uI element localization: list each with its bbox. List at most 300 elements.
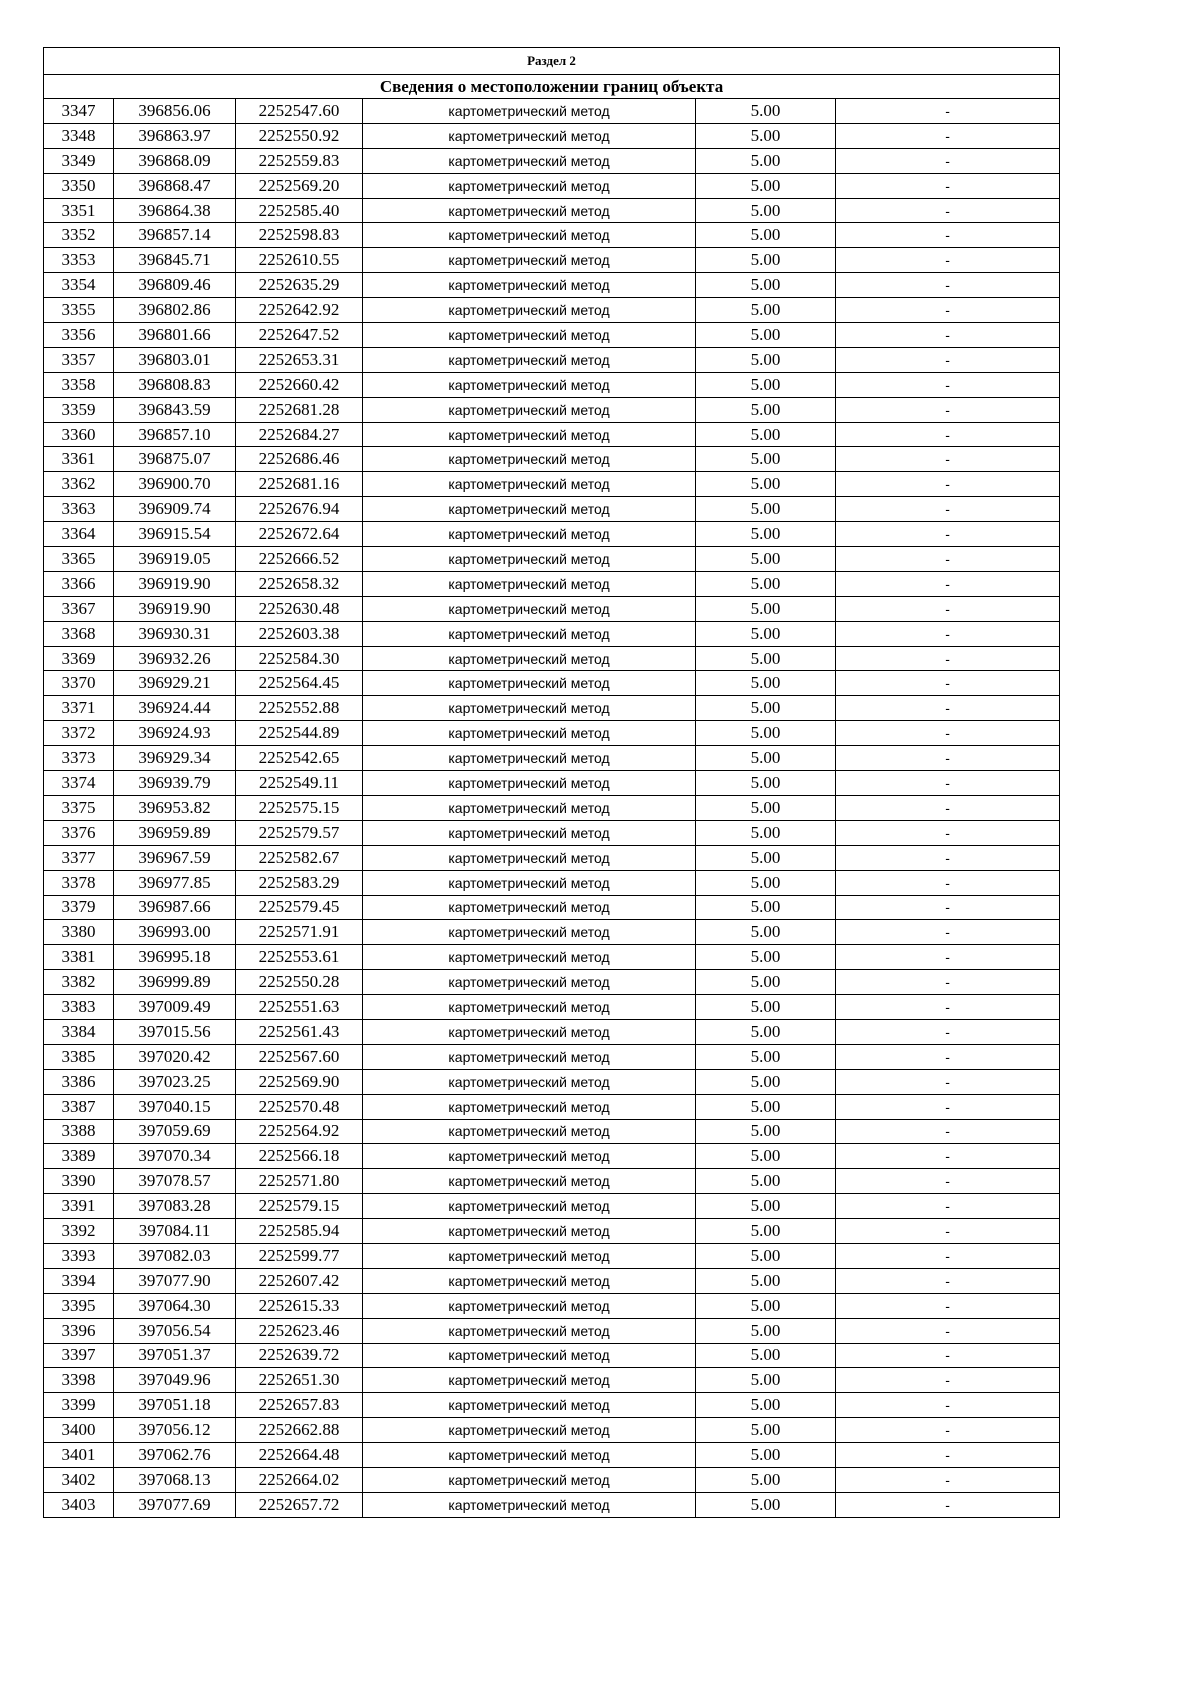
method-cell: картометрический метод (363, 945, 696, 970)
point-number-cell: 3378 (44, 870, 114, 895)
table-row (44, 248, 1060, 273)
point-number-cell: 3388 (44, 1119, 114, 1144)
y-coordinate-cell: 2252664.02 (236, 1467, 363, 1492)
method-cell: картометрический метод (363, 248, 696, 273)
description-cell: - (836, 920, 1060, 945)
method-cell: картометрический метод (363, 99, 696, 124)
description-cell: - (836, 1492, 1060, 1517)
y-coordinate-cell: 2252599.77 (236, 1243, 363, 1268)
table-row (44, 1019, 1060, 1044)
table-row (44, 721, 1060, 746)
point-number-cell: 3383 (44, 995, 114, 1020)
method-cell: картометрический метод (363, 273, 696, 298)
description-cell: - (836, 273, 1060, 298)
precision-cell: 5.00 (696, 820, 836, 845)
table-row (44, 99, 1060, 124)
point-number-cell: 3403 (44, 1492, 114, 1517)
y-coordinate-cell: 2252681.28 (236, 397, 363, 422)
table-row (44, 1119, 1060, 1144)
method-cell: картометрический метод (363, 1069, 696, 1094)
precision-cell: 5.00 (696, 596, 836, 621)
x-coordinate-cell: 396939.79 (114, 771, 236, 796)
method-cell: картометрический метод (363, 596, 696, 621)
description-cell: - (836, 1019, 1060, 1044)
method-cell: картометрический метод (363, 621, 696, 646)
y-coordinate-cell: 2252547.60 (236, 99, 363, 124)
method-cell: картометрический метод (363, 1318, 696, 1343)
precision-cell: 5.00 (696, 1243, 836, 1268)
x-coordinate-cell: 396924.44 (114, 696, 236, 721)
precision-cell: 5.00 (696, 1467, 836, 1492)
description-cell: - (836, 1094, 1060, 1119)
x-coordinate-cell: 397051.18 (114, 1393, 236, 1418)
method-cell: картометрический метод (363, 497, 696, 522)
method-cell: картометрический метод (363, 223, 696, 248)
precision-cell: 5.00 (696, 795, 836, 820)
method-cell: картометрический метод (363, 1169, 696, 1194)
table-row (44, 845, 1060, 870)
point-number-cell: 3347 (44, 99, 114, 124)
precision-cell: 5.00 (696, 1368, 836, 1393)
point-number-cell: 3381 (44, 945, 114, 970)
table-row (44, 1194, 1060, 1219)
precision-cell: 5.00 (696, 671, 836, 696)
description-cell: - (836, 497, 1060, 522)
x-coordinate-cell: 396919.05 (114, 547, 236, 572)
y-coordinate-cell: 2252651.30 (236, 1368, 363, 1393)
x-coordinate-cell: 396915.54 (114, 522, 236, 547)
precision-cell: 5.00 (696, 870, 836, 895)
point-number-cell: 3366 (44, 571, 114, 596)
description-cell: - (836, 820, 1060, 845)
method-cell: картометрический метод (363, 547, 696, 572)
table-row (44, 1343, 1060, 1368)
y-coordinate-cell: 2252570.48 (236, 1094, 363, 1119)
table-row (44, 1293, 1060, 1318)
coordinates-table (43, 47, 1060, 1518)
point-number-cell: 3356 (44, 323, 114, 348)
precision-cell: 5.00 (696, 422, 836, 447)
table-row (44, 596, 1060, 621)
table-row (44, 621, 1060, 646)
point-number-cell: 3382 (44, 970, 114, 995)
precision-cell: 5.00 (696, 248, 836, 273)
x-coordinate-cell: 396909.74 (114, 497, 236, 522)
y-coordinate-cell: 2252566.18 (236, 1144, 363, 1169)
description-cell: - (836, 1393, 1060, 1418)
table-row (44, 1243, 1060, 1268)
y-coordinate-cell: 2252653.31 (236, 347, 363, 372)
y-coordinate-cell: 2252544.89 (236, 721, 363, 746)
table-row (44, 223, 1060, 248)
x-coordinate-cell: 397056.54 (114, 1318, 236, 1343)
point-number-cell: 3370 (44, 671, 114, 696)
method-cell: картометрический метод (363, 1243, 696, 1268)
x-coordinate-cell: 396977.85 (114, 870, 236, 895)
x-coordinate-cell: 397040.15 (114, 1094, 236, 1119)
point-number-cell: 3399 (44, 1393, 114, 1418)
point-number-cell: 3351 (44, 198, 114, 223)
method-cell: картометрический метод (363, 1119, 696, 1144)
x-coordinate-cell: 397077.90 (114, 1268, 236, 1293)
section-title: Сведения о местоположении границ объекта (44, 75, 1060, 99)
point-number-cell: 3350 (44, 173, 114, 198)
x-coordinate-cell: 396864.38 (114, 198, 236, 223)
table-row (44, 447, 1060, 472)
point-number-cell: 3380 (44, 920, 114, 945)
table-row (44, 422, 1060, 447)
point-number-cell: 3357 (44, 347, 114, 372)
description-cell: - (836, 970, 1060, 995)
description-cell: - (836, 945, 1060, 970)
method-cell: картометрический метод (363, 298, 696, 323)
method-cell: картометрический метод (363, 1219, 696, 1244)
precision-cell: 5.00 (696, 1119, 836, 1144)
description-cell: - (836, 148, 1060, 173)
table-row (44, 920, 1060, 945)
precision-cell: 5.00 (696, 970, 836, 995)
method-cell: картометрический метод (363, 1343, 696, 1368)
description-cell: - (836, 1069, 1060, 1094)
table-row (44, 945, 1060, 970)
description-cell: - (836, 1268, 1060, 1293)
method-cell: картометрический метод (363, 148, 696, 173)
description-cell: - (836, 472, 1060, 497)
precision-cell: 5.00 (696, 198, 836, 223)
description-cell: - (836, 1418, 1060, 1443)
description-cell: - (836, 1293, 1060, 1318)
method-cell: картометрический метод (363, 422, 696, 447)
description-cell: - (836, 571, 1060, 596)
point-number-cell: 3373 (44, 746, 114, 771)
precision-cell: 5.00 (696, 1343, 836, 1368)
x-coordinate-cell: 396857.14 (114, 223, 236, 248)
description-cell: - (836, 1243, 1060, 1268)
y-coordinate-cell: 2252585.40 (236, 198, 363, 223)
precision-cell: 5.00 (696, 1393, 836, 1418)
y-coordinate-cell: 2252551.63 (236, 995, 363, 1020)
description-cell: - (836, 746, 1060, 771)
precision-cell: 5.00 (696, 895, 836, 920)
y-coordinate-cell: 2252639.72 (236, 1343, 363, 1368)
x-coordinate-cell: 396959.89 (114, 820, 236, 845)
method-cell: картометрический метод (363, 347, 696, 372)
point-number-cell: 3354 (44, 273, 114, 298)
y-coordinate-cell: 2252550.28 (236, 970, 363, 995)
precision-cell: 5.00 (696, 1169, 836, 1194)
point-number-cell: 3371 (44, 696, 114, 721)
description-cell: - (836, 1343, 1060, 1368)
description-cell: - (836, 771, 1060, 796)
y-coordinate-cell: 2252567.60 (236, 1044, 363, 1069)
method-cell: картометрический метод (363, 1293, 696, 1318)
precision-cell: 5.00 (696, 1219, 836, 1244)
x-coordinate-cell: 396999.89 (114, 970, 236, 995)
description-cell: - (836, 397, 1060, 422)
method-cell: картометрический метод (363, 1492, 696, 1517)
description-cell: - (836, 1169, 1060, 1194)
y-coordinate-cell: 2252664.48 (236, 1443, 363, 1468)
x-coordinate-cell: 396900.70 (114, 472, 236, 497)
x-coordinate-cell: 396801.66 (114, 323, 236, 348)
precision-cell: 5.00 (696, 323, 836, 348)
description-cell: - (836, 995, 1060, 1020)
table-row (44, 547, 1060, 572)
description-cell: - (836, 1119, 1060, 1144)
table-row (44, 746, 1060, 771)
table-row (44, 1418, 1060, 1443)
x-coordinate-cell: 396857.10 (114, 422, 236, 447)
y-coordinate-cell: 2252660.42 (236, 372, 363, 397)
method-cell: картометрический метод (363, 746, 696, 771)
precision-cell: 5.00 (696, 522, 836, 547)
method-cell: картометрический метод (363, 1144, 696, 1169)
x-coordinate-cell: 396919.90 (114, 571, 236, 596)
table-row (44, 771, 1060, 796)
precision-cell: 5.00 (696, 1418, 836, 1443)
point-number-cell: 3396 (44, 1318, 114, 1343)
point-number-cell: 3367 (44, 596, 114, 621)
method-cell: картометрический метод (363, 820, 696, 845)
method-cell: картометрический метод (363, 795, 696, 820)
point-number-cell: 3364 (44, 522, 114, 547)
point-number-cell: 3362 (44, 472, 114, 497)
y-coordinate-cell: 2252658.32 (236, 571, 363, 596)
description-cell: - (836, 671, 1060, 696)
y-coordinate-cell: 2252647.52 (236, 323, 363, 348)
table-row (44, 347, 1060, 372)
x-coordinate-cell: 396932.26 (114, 646, 236, 671)
y-coordinate-cell: 2252564.45 (236, 671, 363, 696)
precision-cell: 5.00 (696, 1069, 836, 1094)
table-row (44, 1044, 1060, 1069)
point-number-cell: 3363 (44, 497, 114, 522)
x-coordinate-cell: 396929.21 (114, 671, 236, 696)
y-coordinate-cell: 2252553.61 (236, 945, 363, 970)
description-cell: - (836, 1318, 1060, 1343)
description-cell: - (836, 1368, 1060, 1393)
point-number-cell: 3389 (44, 1144, 114, 1169)
point-number-cell: 3368 (44, 621, 114, 646)
point-number-cell: 3375 (44, 795, 114, 820)
method-cell: картометрический метод (363, 198, 696, 223)
table-row (44, 323, 1060, 348)
method-cell: картометрический метод (363, 1268, 696, 1293)
description-cell: - (836, 422, 1060, 447)
y-coordinate-cell: 2252630.48 (236, 596, 363, 621)
precision-cell: 5.00 (696, 123, 836, 148)
point-number-cell: 3372 (44, 721, 114, 746)
y-coordinate-cell: 2252623.46 (236, 1318, 363, 1343)
x-coordinate-cell: 397082.03 (114, 1243, 236, 1268)
description-cell: - (836, 696, 1060, 721)
method-cell: картометрический метод (363, 323, 696, 348)
y-coordinate-cell: 2252684.27 (236, 422, 363, 447)
table-row (44, 1219, 1060, 1244)
table-row (44, 198, 1060, 223)
x-coordinate-cell: 396930.31 (114, 621, 236, 646)
point-number-cell: 3391 (44, 1194, 114, 1219)
y-coordinate-cell: 2252559.83 (236, 148, 363, 173)
precision-cell: 5.00 (696, 721, 836, 746)
precision-cell: 5.00 (696, 621, 836, 646)
point-number-cell: 3385 (44, 1044, 114, 1069)
precision-cell: 5.00 (696, 646, 836, 671)
table-row (44, 1443, 1060, 1468)
y-coordinate-cell: 2252607.42 (236, 1268, 363, 1293)
method-cell: картометрический метод (363, 397, 696, 422)
precision-cell: 5.00 (696, 1094, 836, 1119)
point-number-cell: 3397 (44, 1343, 114, 1368)
table-row (44, 1393, 1060, 1418)
table-row (44, 273, 1060, 298)
description-cell: - (836, 298, 1060, 323)
point-number-cell: 3348 (44, 123, 114, 148)
description-cell: - (836, 447, 1060, 472)
method-cell: картометрический метод (363, 1019, 696, 1044)
method-cell: картометрический метод (363, 920, 696, 945)
x-coordinate-cell: 397049.96 (114, 1368, 236, 1393)
x-coordinate-cell: 396993.00 (114, 920, 236, 945)
precision-cell: 5.00 (696, 571, 836, 596)
precision-cell: 5.00 (696, 148, 836, 173)
table-row (44, 795, 1060, 820)
description-cell: - (836, 1194, 1060, 1219)
x-coordinate-cell: 397078.57 (114, 1169, 236, 1194)
y-coordinate-cell: 2252583.29 (236, 870, 363, 895)
method-cell: картометрический метод (363, 696, 696, 721)
y-coordinate-cell: 2252579.57 (236, 820, 363, 845)
y-coordinate-cell: 2252584.30 (236, 646, 363, 671)
method-cell: картометрический метод (363, 1443, 696, 1468)
point-number-cell: 3379 (44, 895, 114, 920)
precision-cell: 5.00 (696, 347, 836, 372)
y-coordinate-cell: 2252575.15 (236, 795, 363, 820)
method-cell: картометрический метод (363, 995, 696, 1020)
point-number-cell: 3377 (44, 845, 114, 870)
table-row (44, 1492, 1060, 1517)
precision-cell: 5.00 (696, 223, 836, 248)
method-cell: картометрический метод (363, 1094, 696, 1119)
method-cell: картометрический метод (363, 845, 696, 870)
y-coordinate-cell: 2252635.29 (236, 273, 363, 298)
x-coordinate-cell: 396924.93 (114, 721, 236, 746)
point-number-cell: 3392 (44, 1219, 114, 1244)
point-number-cell: 3360 (44, 422, 114, 447)
point-number-cell: 3369 (44, 646, 114, 671)
point-number-cell: 3393 (44, 1243, 114, 1268)
y-coordinate-cell: 2252582.67 (236, 845, 363, 870)
description-cell: - (836, 1467, 1060, 1492)
x-coordinate-cell: 396856.06 (114, 99, 236, 124)
precision-cell: 5.00 (696, 472, 836, 497)
precision-cell: 5.00 (696, 1293, 836, 1318)
table-row (44, 895, 1060, 920)
x-coordinate-cell: 397083.28 (114, 1194, 236, 1219)
table-row (44, 397, 1060, 422)
table-row (44, 497, 1060, 522)
method-cell: картометрический метод (363, 472, 696, 497)
description-cell: - (836, 347, 1060, 372)
point-number-cell: 3359 (44, 397, 114, 422)
method-cell: картометрический метод (363, 1393, 696, 1418)
x-coordinate-cell: 396967.59 (114, 845, 236, 870)
method-cell: картометрический метод (363, 646, 696, 671)
point-number-cell: 3376 (44, 820, 114, 845)
description-cell: - (836, 646, 1060, 671)
table-row (44, 696, 1060, 721)
y-coordinate-cell: 2252542.65 (236, 746, 363, 771)
x-coordinate-cell: 397009.49 (114, 995, 236, 1020)
y-coordinate-cell: 2252610.55 (236, 248, 363, 273)
method-cell: картометрический метод (363, 1368, 696, 1393)
table-row (44, 1169, 1060, 1194)
y-coordinate-cell: 2252571.80 (236, 1169, 363, 1194)
description-cell: - (836, 1144, 1060, 1169)
precision-cell: 5.00 (696, 1144, 836, 1169)
precision-cell: 5.00 (696, 397, 836, 422)
x-coordinate-cell: 396803.01 (114, 347, 236, 372)
x-coordinate-cell: 397077.69 (114, 1492, 236, 1517)
y-coordinate-cell: 2252550.92 (236, 123, 363, 148)
x-coordinate-cell: 397056.12 (114, 1418, 236, 1443)
point-number-cell: 3402 (44, 1467, 114, 1492)
x-coordinate-cell: 396808.83 (114, 372, 236, 397)
description-cell: - (836, 621, 1060, 646)
table-row (44, 522, 1060, 547)
point-number-cell: 3349 (44, 148, 114, 173)
precision-cell: 5.00 (696, 845, 836, 870)
description-cell: - (836, 372, 1060, 397)
x-coordinate-cell: 396845.71 (114, 248, 236, 273)
point-number-cell: 3365 (44, 547, 114, 572)
table-row (44, 671, 1060, 696)
x-coordinate-cell: 397064.30 (114, 1293, 236, 1318)
x-coordinate-cell: 396868.09 (114, 148, 236, 173)
x-coordinate-cell: 396868.47 (114, 173, 236, 198)
precision-cell: 5.00 (696, 447, 836, 472)
y-coordinate-cell: 2252569.90 (236, 1069, 363, 1094)
description-cell: - (836, 870, 1060, 895)
precision-cell: 5.00 (696, 1194, 836, 1219)
y-coordinate-cell: 2252571.91 (236, 920, 363, 945)
point-number-cell: 3352 (44, 223, 114, 248)
precision-cell: 5.00 (696, 173, 836, 198)
method-cell: картометрический метод (363, 571, 696, 596)
description-cell: - (836, 1443, 1060, 1468)
table-row (44, 1094, 1060, 1119)
method-cell: картометрический метод (363, 1467, 696, 1492)
y-coordinate-cell: 2252642.92 (236, 298, 363, 323)
description-cell: - (836, 323, 1060, 348)
description-cell: - (836, 1044, 1060, 1069)
description-cell: - (836, 522, 1060, 547)
x-coordinate-cell: 396863.97 (114, 123, 236, 148)
x-coordinate-cell: 396809.46 (114, 273, 236, 298)
point-number-cell: 3394 (44, 1268, 114, 1293)
point-number-cell: 3374 (44, 771, 114, 796)
point-number-cell: 3387 (44, 1094, 114, 1119)
y-coordinate-cell: 2252657.83 (236, 1393, 363, 1418)
table-row (44, 970, 1060, 995)
x-coordinate-cell: 397059.69 (114, 1119, 236, 1144)
table-row (44, 1368, 1060, 1393)
y-coordinate-cell: 2252579.45 (236, 895, 363, 920)
point-number-cell: 3358 (44, 372, 114, 397)
method-cell: картометрический метод (363, 1418, 696, 1443)
description-cell: - (836, 99, 1060, 124)
precision-cell: 5.00 (696, 497, 836, 522)
